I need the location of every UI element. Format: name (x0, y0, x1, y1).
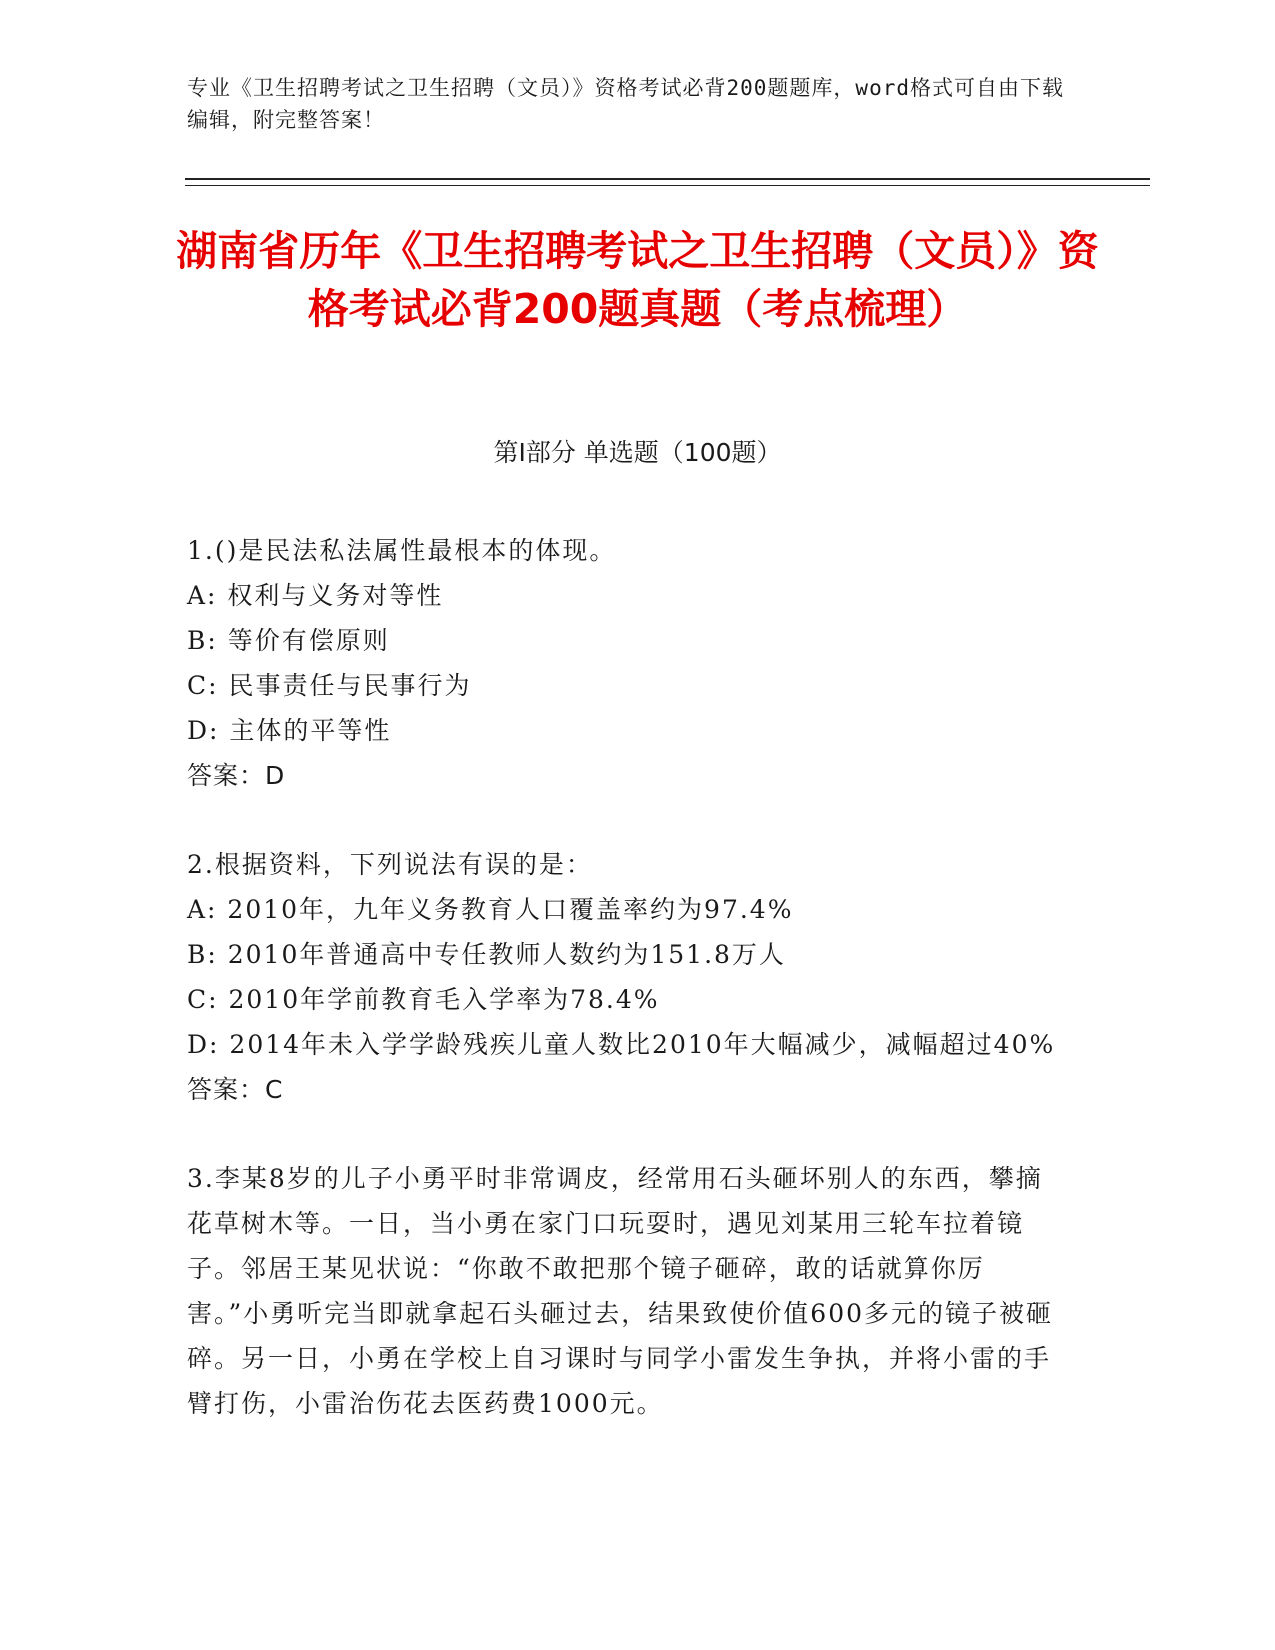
answer: 答案：C (187, 1075, 284, 1104)
header-note: 专业《卫生招聘考试之卫生招聘（文员）》资格考试必背200题题库，word格式可自由下载编辑，附完整答案！ (187, 76, 1064, 132)
header-rule-thick (185, 178, 1150, 180)
option-b: B: 等价有偿原则 (187, 626, 390, 655)
answer: 答案：D (187, 761, 286, 790)
option-a: A: 2010年，九年义务教育人口覆盖率约为97.4% (187, 895, 794, 924)
option-d: D: 主体的平等性 (187, 716, 392, 745)
section-heading: 第I部分 单选题（100题） (493, 438, 782, 467)
question-list (187, 528, 1057, 1470)
document-title: 湖南省历年《卫生招聘考试之卫生招聘（文员）》资格考试必背200题真题（考点梳理） (176, 227, 1099, 333)
option-b: B: 2010年普通高中专任教师人数约为151.8万人 (187, 940, 786, 969)
option-c: C: 2010年学前教育毛入学率为78.4% (187, 985, 660, 1014)
question-2 (187, 842, 1057, 1112)
header-rule-thin (185, 185, 1150, 186)
question-3 (187, 1156, 1057, 1426)
question-stem: 3.李某8岁的儿子小勇平时非常调皮，经常用石头砸坏别人的东西，攀摘花草树木等。一日，当小勇在家门口玩耍时，遇见刘某用三轮车拉着镜子。邻居王某见状说：“你敢不敢把那个镜子砸碎，敢的话就算你厉害。”小勇听完当即就拿起石头砸过去，结果致使价值600多元的镜子被砸碎。另一日，小勇在学校上自习课时与同学小雷发生争执，并将小雷的手臂打伤，小雷治伤花去医药费1000元。 (187, 1164, 1054, 1418)
option-a: A: 权利与义务对等性 (187, 581, 444, 610)
question-stem: 2.根据资料，下列说法有误的是： (187, 850, 593, 879)
question-1 (187, 528, 1057, 798)
option-c: C: 民事责任与民事行为 (187, 671, 472, 700)
question-stem: 1.()是民法私法属性最根本的体现。 (187, 536, 617, 565)
option-d: D: 2014年未入学学龄残疾儿童人数比2010年大幅减少，减幅超过40% (187, 1030, 1056, 1059)
